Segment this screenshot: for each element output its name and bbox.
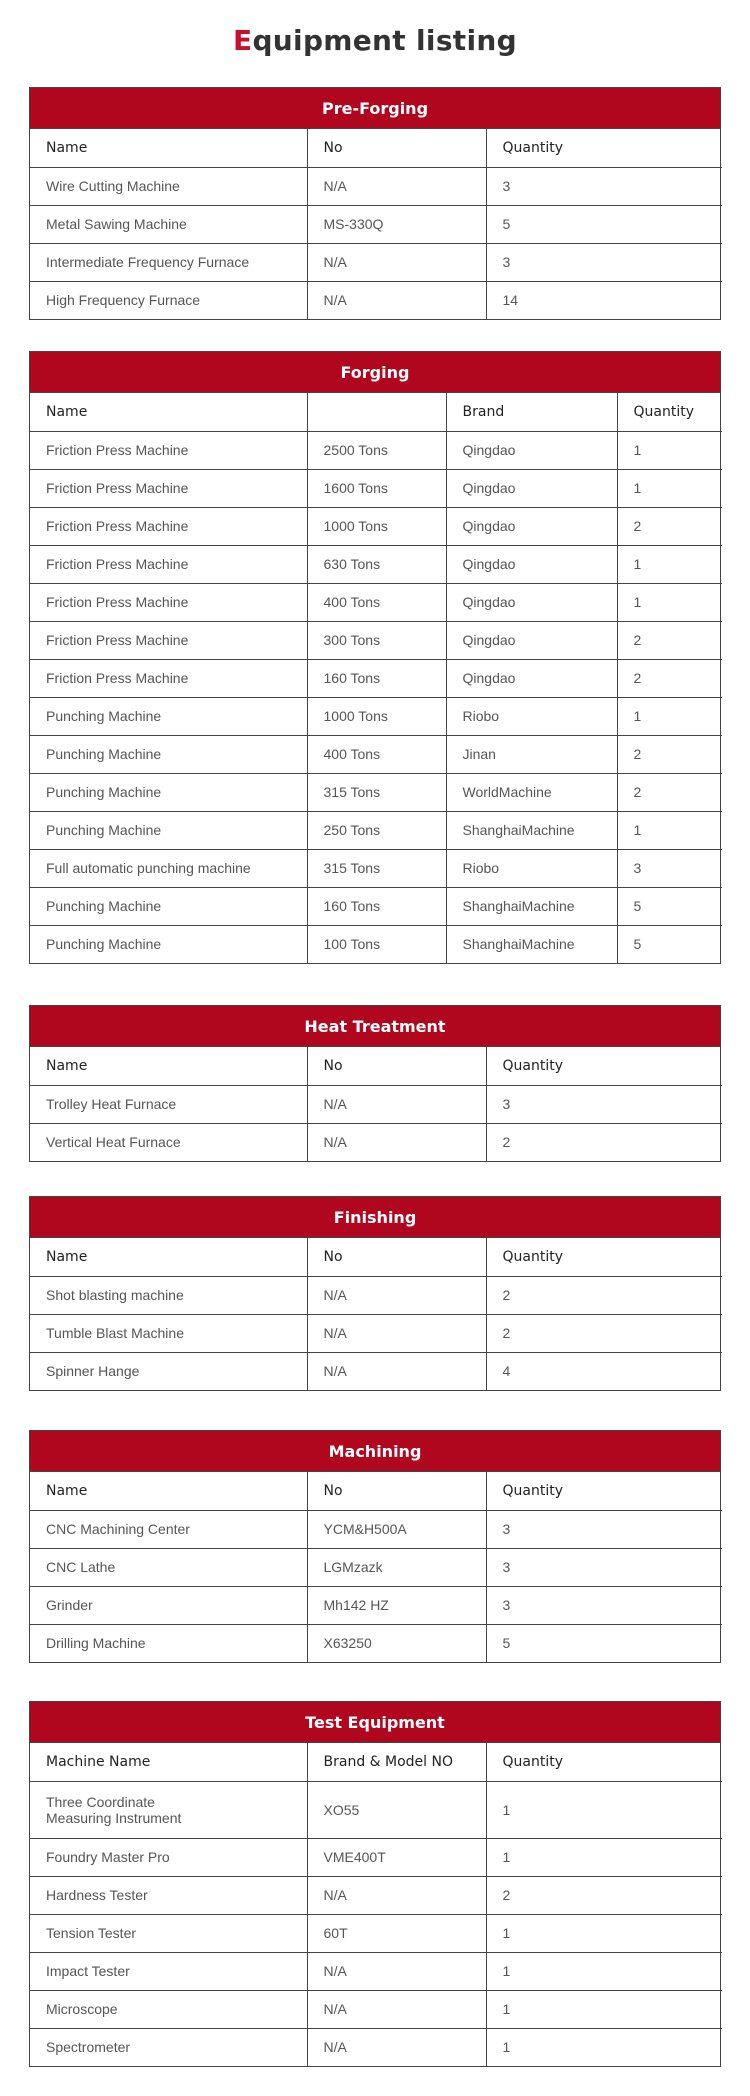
table-cell: 400 Tons	[307, 735, 446, 773]
column-header	[307, 393, 446, 431]
table-row	[30, 205, 722, 243]
table-cell: Qingdao	[446, 583, 617, 621]
table-cell: Hardness Tester	[30, 1876, 307, 1914]
table-cell: 1	[486, 1838, 722, 1876]
table-cell: 400 Tons	[307, 583, 446, 621]
table-cell: Qingdao	[446, 507, 617, 545]
table-row	[30, 1510, 722, 1548]
table-cell: N/A	[307, 1876, 486, 1914]
table-header-row	[30, 1743, 722, 1781]
column-header: Name	[30, 393, 307, 431]
table-cell: 3	[486, 243, 722, 281]
table-row	[30, 1314, 722, 1352]
table-row	[30, 1914, 722, 1952]
table-cell: 1	[617, 811, 722, 849]
page-title	[0, 21, 750, 61]
table-cell: High Frequency Furnace	[30, 281, 307, 319]
table-cell: Punching Machine	[30, 811, 307, 849]
table-cell: 160 Tons	[307, 659, 446, 697]
page-title-first-letter: E	[233, 24, 253, 57]
table-row	[30, 1123, 722, 1161]
table-header-row	[30, 1047, 722, 1085]
section-title: Forging	[30, 352, 720, 393]
table-cell: X63250	[307, 1624, 486, 1662]
page-title-rest: quipment listing	[252, 24, 517, 57]
table-cell: 2	[617, 773, 722, 811]
table-cell: 1	[617, 431, 722, 469]
table-header-row	[30, 1238, 722, 1276]
table-cell: Friction Press Machine	[30, 621, 307, 659]
column-header: No	[307, 1238, 486, 1276]
equipment-table	[30, 1743, 722, 2066]
table-cell: 2	[617, 621, 722, 659]
table-row	[30, 1952, 722, 1990]
equipment-table	[30, 1238, 722, 1390]
table-cell: 14	[502, 292, 519, 309]
table-row	[30, 773, 722, 811]
table-row	[30, 1276, 722, 1314]
table-row	[30, 431, 722, 469]
table-row	[30, 621, 722, 659]
column-header: Name	[30, 1238, 307, 1276]
table-row	[30, 167, 722, 205]
table-cell: 2500 Tons	[307, 431, 446, 469]
table-cell: 60T	[307, 1914, 486, 1952]
table-cell: 1	[617, 697, 722, 735]
table-header-row	[30, 1472, 722, 1510]
table-cell: MS-330Q	[307, 205, 486, 243]
table-cell: 2	[617, 659, 722, 697]
table-cell: Punching Machine	[30, 925, 307, 963]
table-cell: Riobo	[446, 849, 617, 887]
table-cell: 300 Tons	[307, 621, 446, 659]
table-cell: 1	[486, 1952, 722, 1990]
table-cell: 4	[502, 1363, 511, 1380]
table-cell: N/A	[307, 1990, 486, 2028]
table-row	[30, 281, 722, 319]
column-header: Quantity	[486, 1238, 722, 1276]
table-cell: 3	[486, 1085, 722, 1123]
table-cell: N/A	[307, 1352, 486, 1390]
column-header: Quantity	[617, 393, 722, 431]
table-row	[30, 1838, 722, 1876]
table-cell: Wire Cutting Machine	[30, 167, 307, 205]
table-cell: Friction Press Machine	[30, 431, 307, 469]
table-cell: YCM&H500A	[307, 1510, 486, 1548]
column-header: No	[307, 1047, 486, 1085]
section-title: Finishing	[30, 1197, 720, 1238]
column-header: Name	[30, 1472, 307, 1510]
table-cell: 2	[502, 1134, 511, 1151]
table-cell: ShanghaiMachine	[446, 811, 617, 849]
equipment-table	[30, 393, 722, 963]
section-title: Heat Treatment	[30, 1006, 720, 1047]
column-header: No	[307, 129, 486, 167]
column-header: Quantity	[486, 1472, 722, 1510]
table-cell: N/A	[307, 2028, 486, 2066]
table-cell: Punching Machine	[30, 887, 307, 925]
table-cell: N/A	[307, 1276, 486, 1314]
table-cell: 1	[486, 1990, 722, 2028]
table-cell: Qingdao	[446, 431, 617, 469]
table-cell: N/A	[307, 1085, 486, 1123]
section-forging	[29, 351, 721, 964]
table-cell: Spinner Hange	[30, 1352, 307, 1390]
column-header: Brand & Model NO	[307, 1743, 486, 1781]
table-cell: 2	[486, 1276, 722, 1314]
table-cell: 3	[486, 167, 722, 205]
column-header: No	[307, 1472, 486, 1510]
table-cell: CNC Machining Center	[30, 1510, 307, 1548]
table-cell: LGMzazk	[307, 1548, 486, 1586]
section-machining	[29, 1430, 721, 1663]
table-cell: Friction Press Machine	[30, 583, 307, 621]
section-pre-forging	[29, 87, 721, 320]
table-row	[30, 1586, 722, 1624]
column-header: Brand	[446, 393, 617, 431]
table-row	[30, 1624, 722, 1662]
table-cell: Punching Machine	[30, 697, 307, 735]
table-row	[30, 583, 722, 621]
table-cell: Foundry Master Pro	[30, 1838, 307, 1876]
table-cell: 1	[617, 583, 722, 621]
table-cell: Friction Press Machine	[30, 659, 307, 697]
table-cell: 315 Tons	[307, 849, 446, 887]
section-title: Machining	[30, 1431, 720, 1472]
table-cell: Impact Tester	[30, 1952, 307, 1990]
table-cell: ShanghaiMachine	[446, 925, 617, 963]
table-row	[30, 1352, 722, 1390]
table-cell: Qingdao	[446, 659, 617, 697]
table-cell: N/A	[307, 1952, 486, 1990]
table-cell: 5	[633, 936, 642, 953]
table-row	[30, 1085, 722, 1123]
table-row	[30, 925, 722, 963]
table-cell: Qingdao	[446, 469, 617, 507]
table-cell: Tension Tester	[30, 1914, 307, 1952]
table-cell: Grinder	[30, 1586, 307, 1624]
table-row	[30, 1876, 722, 1914]
table-cell: N/A	[307, 281, 486, 319]
table-cell: Friction Press Machine	[30, 507, 307, 545]
table-row	[30, 1990, 722, 2028]
table-cell: WorldMachine	[446, 773, 617, 811]
section-title: Pre-Forging	[30, 88, 720, 129]
table-cell: 3	[486, 1548, 722, 1586]
equipment-table	[30, 1472, 722, 1662]
table-cell: 1	[486, 1914, 722, 1952]
table-cell: Microscope	[30, 1990, 307, 2028]
table-cell: 250 Tons	[307, 811, 446, 849]
table-cell: N/A	[307, 167, 486, 205]
table-row	[30, 659, 722, 697]
table-row	[30, 469, 722, 507]
table-header-row	[30, 393, 722, 431]
table-row	[30, 243, 722, 281]
column-header: Quantity	[486, 1047, 722, 1085]
table-cell: N/A	[307, 1314, 486, 1352]
table-cell: 630 Tons	[307, 545, 446, 583]
table-cell: Spectrometer	[30, 2028, 307, 2066]
table-cell: Drilling Machine	[30, 1624, 307, 1662]
table-cell: Friction Press Machine	[30, 545, 307, 583]
table-cell: 1	[617, 469, 722, 507]
table-cell: VME400T	[307, 1838, 486, 1876]
section-finishing	[29, 1196, 721, 1391]
section-heat-treatment	[29, 1005, 721, 1162]
table-cell: 5	[502, 1635, 511, 1652]
column-header: Name	[30, 1047, 307, 1085]
table-cell: XO55	[307, 1781, 486, 1838]
table-cell: 5	[486, 205, 722, 243]
table-row	[30, 1781, 722, 1838]
section-test-equipment	[29, 1701, 721, 2067]
table-cell: CNC Lathe	[30, 1548, 307, 1586]
table-cell: 100 Tons	[307, 925, 446, 963]
table-cell: 1	[617, 545, 722, 583]
table-cell: 1	[502, 2039, 511, 2056]
table-cell: Metal Sawing Machine	[30, 205, 307, 243]
table-cell: 1000 Tons	[307, 507, 446, 545]
column-header: Quantity	[486, 1743, 722, 1781]
section-title: Test Equipment	[30, 1702, 720, 1743]
table-row	[30, 545, 722, 583]
table-cell: Mh142 HZ	[307, 1586, 486, 1624]
table-cell: 3	[486, 1510, 722, 1548]
table-cell: Friction Press Machine	[30, 469, 307, 507]
table-row	[30, 507, 722, 545]
table-cell: Qingdao	[446, 621, 617, 659]
table-cell: 1	[486, 1781, 722, 1838]
table-cell: Qingdao	[446, 545, 617, 583]
table-row	[30, 811, 722, 849]
table-cell: 1000 Tons	[307, 697, 446, 735]
equipment-table	[30, 1047, 722, 1161]
table-cell: ShanghaiMachine	[446, 887, 617, 925]
table-cell: 3	[486, 1586, 722, 1624]
column-header: Machine Name	[30, 1743, 307, 1781]
table-cell: Jinan	[446, 735, 617, 773]
table-cell: Three Coordinate Measuring Instrument	[30, 1781, 307, 1838]
table-cell: 1600 Tons	[307, 469, 446, 507]
table-cell: Intermediate Frequency Furnace	[30, 243, 307, 281]
table-cell: 2	[617, 735, 722, 773]
table-row	[30, 697, 722, 735]
equipment-table	[30, 129, 722, 319]
table-cell: Punching Machine	[30, 773, 307, 811]
table-row	[30, 735, 722, 773]
table-cell: 2	[486, 1876, 722, 1914]
column-header: Name	[30, 129, 307, 167]
table-cell: 5	[617, 887, 722, 925]
table-cell: 315 Tons	[307, 773, 446, 811]
table-cell: 160 Tons	[307, 887, 446, 925]
table-cell: Full automatic punching machine	[30, 849, 307, 887]
table-cell: 2	[617, 507, 722, 545]
table-cell: Tumble Blast Machine	[30, 1314, 307, 1352]
table-row	[30, 887, 722, 925]
table-cell: N/A	[307, 1123, 486, 1161]
table-row	[30, 1548, 722, 1586]
table-cell: Riobo	[446, 697, 617, 735]
table-cell: Punching Machine	[30, 735, 307, 773]
table-cell: Trolley Heat Furnace	[30, 1085, 307, 1123]
table-cell: Vertical Heat Furnace	[30, 1123, 307, 1161]
table-row	[30, 2028, 722, 2066]
table-cell: N/A	[307, 243, 486, 281]
column-header: Quantity	[486, 129, 722, 167]
table-cell: 2	[486, 1314, 722, 1352]
table-cell: 3	[617, 849, 722, 887]
table-row	[30, 849, 722, 887]
table-cell: Shot blasting machine	[30, 1276, 307, 1314]
table-header-row	[30, 129, 722, 167]
